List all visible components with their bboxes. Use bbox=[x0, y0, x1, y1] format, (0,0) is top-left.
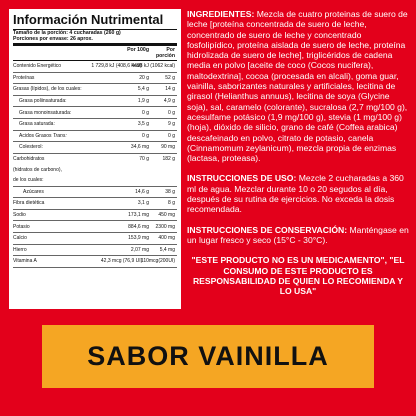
nutrient-per-100g: 3,1 g bbox=[137, 200, 149, 207]
portion-size: Tamaño de la porción: 4 cucharadas (260 g) bbox=[13, 30, 121, 36]
nutrition-row bbox=[13, 198, 177, 210]
nutrient-per-portion: 8 g bbox=[168, 200, 175, 207]
nutrient-label: Fibra dietética bbox=[13, 200, 45, 207]
nutrient-per-100g: 14,6 g bbox=[135, 188, 149, 195]
nutrition-row bbox=[13, 256, 177, 268]
nutrient-label: Potasio bbox=[13, 223, 30, 230]
nutrient-per-100g: 3,5 g bbox=[137, 121, 149, 128]
nutrition-row bbox=[13, 221, 177, 233]
storage-block bbox=[187, 225, 409, 246]
nutrient-per-portion: 14 g bbox=[165, 86, 175, 93]
nutrition-header-row bbox=[13, 46, 177, 61]
nutrient-per-portion: 52 g bbox=[165, 74, 175, 81]
nutrition-rows bbox=[13, 61, 177, 268]
nutrition-row bbox=[13, 142, 177, 154]
storage-heading: INSTRUCCIONES DE CONSERVACIÓN: bbox=[187, 224, 348, 235]
usage-text: Mezcle 2 cucharadas a 360 ml de agua. Mezclar durante 10 o 20 segudos al día, después de su rutina de ejercicios. No exceda la dosis recomendada. bbox=[187, 173, 404, 215]
flavor-banner bbox=[42, 325, 374, 388]
nutrient-per-100g: 2,07 mg bbox=[130, 246, 149, 253]
usage-heading: INSTRUCCIONES DE USO: bbox=[187, 173, 297, 184]
nutrition-row bbox=[13, 131, 177, 143]
nutrient-per-portion: 0 g bbox=[168, 132, 175, 139]
ingredients-panel bbox=[187, 9, 409, 306]
nutrient-label: de los cuales: bbox=[13, 177, 44, 184]
nutrition-row bbox=[13, 233, 177, 245]
nutrition-row bbox=[13, 210, 177, 222]
nutrient-per-100g: 884,6 mg bbox=[128, 223, 149, 230]
nutrient-per-portion: 400 mg bbox=[158, 235, 175, 242]
nutrition-row bbox=[13, 164, 177, 175]
nutrient-per-portion: 5,4 mg bbox=[159, 246, 175, 253]
nutrient-per-100g: 5,4 g bbox=[137, 86, 149, 93]
nutrition-row bbox=[13, 73, 177, 85]
nutrient-label: Grasa saturada: bbox=[19, 121, 55, 128]
nutrient-per-portion: 9 g bbox=[168, 121, 175, 128]
nutrient-label: Grasas (lípidos), de los cuales: bbox=[13, 86, 82, 93]
ingredients-heading: INGREDIENTES: bbox=[187, 9, 255, 19]
nutrient-per-portion: 4498 kJ (1062 kcal) bbox=[131, 63, 175, 70]
nutrient-per-portion: 450 mg bbox=[158, 212, 175, 219]
usage-block bbox=[187, 173, 409, 214]
nutrition-title: Información Nutrimental bbox=[13, 12, 164, 27]
nutrient-label: (hidratos de carbono), bbox=[13, 166, 62, 173]
nutrient-per-100g: 153,9 mg bbox=[128, 235, 149, 242]
ingredients-text: Mezcla de cuatro proteinas de suero de leche [proteína concentrada de suero de leche, concentrado de suero de leche y concentrado fosfolipídico, proteína aislada de suero de leche, proteína hidrolizada de suero de leche], triglicéridos de cadena media en polvo [aceite de coco (Cocos nucifera), maltodextrina], cocoa (procesada en alcali), goma guar, vainilla, saborizantes naturales y artificiales, lecitina de girasol (Helianthus annuus), lecitina de soya (Glycine soja), sal, caramelo (colorante), sucralosa (2,7 mg/100 g), acesulfame potásico (1,9 mg/100 g), stevia (1 mg/100 g) (hoja), dióxido de silicio, grano de café (Coffea arabica) descafeinado en polvo, citrato de potasio, canela (Cinnamomum zeylanicum), mezcla propia de enzimas (lactasa, proteasa). bbox=[187, 9, 408, 164]
nutrition-row bbox=[13, 187, 177, 199]
nutrition-row bbox=[13, 175, 177, 187]
servings-per-container: Porciones por envase: 26 aprox. bbox=[13, 36, 93, 42]
col-header-100g: Por 100g bbox=[127, 47, 149, 53]
nutrition-row bbox=[13, 245, 177, 257]
medical-warning: "ESTE PRODUCTO NO ES UN MEDICAMENTO", "EL CONSUMO DE ESTE PRODUCTO ES RESPONSABILIDAD DE QUIEN LO RECOMIENDA Y LO USA" bbox=[191, 255, 405, 297]
nutrient-label: Grasa poliinsaturada: bbox=[19, 98, 67, 105]
nutrient-per-portion: 4,9 g bbox=[163, 98, 175, 105]
nutrient-label: Hierro bbox=[13, 246, 27, 253]
storage-text: Manténgase en un lugar fresco y seco (15°C - 30°C). bbox=[187, 224, 409, 245]
nutrient-per-portion: 182 g bbox=[162, 156, 175, 163]
col-header-portion: Por porción bbox=[155, 47, 175, 59]
nutrient-label: Proteínas bbox=[13, 74, 35, 81]
nutrient-label: Vitamina A bbox=[13, 258, 37, 265]
nutrition-row bbox=[13, 107, 177, 119]
nutrient-label: Calcio bbox=[13, 235, 27, 242]
flavor-label: SABOR VAINILLA bbox=[87, 341, 329, 371]
nutrition-row bbox=[13, 154, 177, 165]
nutrient-per-100g: 0 g bbox=[142, 132, 149, 139]
nutrient-per-100g: 34,6 mg bbox=[130, 144, 149, 151]
nutrient-per-100g: 0 g bbox=[142, 109, 149, 116]
nutrition-row bbox=[13, 119, 177, 131]
nutrient-per-portion: 2300 mg bbox=[155, 223, 175, 230]
nutrient-per-100g: 70 g bbox=[139, 156, 149, 163]
nutrient-per-portion: 110mcg(200UI) bbox=[140, 258, 175, 265]
nutrient-label: Contenido Energético bbox=[13, 63, 62, 70]
nutrient-label: Ácidos Grasos Trans: bbox=[19, 132, 67, 139]
nutrient-per-100g: 173,1 mg bbox=[128, 212, 149, 219]
nutrient-per-100g: 42,3 mcg (76,9 UI) bbox=[100, 258, 143, 265]
nutrient-label: Azúcares bbox=[23, 188, 44, 195]
nutrient-per-100g: 20 g bbox=[139, 74, 149, 81]
ingredients-block bbox=[187, 9, 409, 163]
nutrition-facts-panel bbox=[9, 9, 181, 309]
nutrient-label: Carbohidratos bbox=[13, 156, 45, 163]
nutrition-row bbox=[13, 61, 177, 73]
nutrient-per-portion: 0 g bbox=[168, 109, 175, 116]
nutrient-per-100g: 1,9 g bbox=[137, 98, 149, 105]
nutrient-per-portion: 38 g bbox=[165, 188, 175, 195]
nutrient-label: Colesterol: bbox=[19, 144, 43, 151]
nutrition-row bbox=[13, 84, 177, 96]
nutrient-per-portion: 90 mg bbox=[161, 144, 175, 151]
nutrition-row bbox=[13, 96, 177, 108]
nutrient-label: Sodio bbox=[13, 212, 26, 219]
nutrient-per-100g: 1 729,8 kJ (408,6 kcal) bbox=[91, 63, 142, 70]
nutrient-label: Grasa monoinsaturada: bbox=[19, 109, 72, 116]
